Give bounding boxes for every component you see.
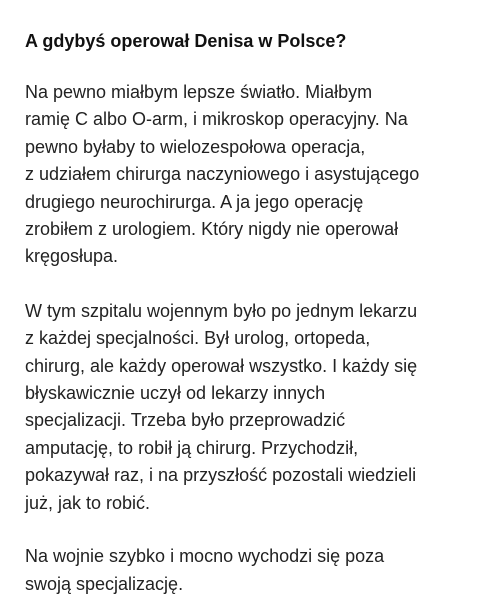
text-line: kręgosłupa.: [25, 246, 119, 267]
text-line: Na pewno miałbym lepsze światło. Miałbym: [25, 82, 373, 102]
text-line: amputację, to robił ją chirurg. Przychodził,: [25, 437, 359, 458]
text-line: Na wojnie szybko i mocno wychodzi się poza: [25, 546, 385, 567]
paragraph-3: [25, 543, 475, 598]
text-line: z każdej specjalności. Był urolog, ortopeda,: [25, 328, 371, 349]
article-heading: A gdybyś operował Denisa w Polsce?: [25, 31, 347, 51]
text-line: chirurg, ale każdy operował wszystko. I każdy się: [25, 355, 418, 376]
paragraph-1: [25, 79, 475, 271]
text-line: swoją specjalizację.: [25, 573, 184, 594]
text-line: pokazywał raz, i na przyszłość pozostali wiedzieli: [25, 465, 417, 486]
text-line: drugiego neurochirurga. A ja jego operację: [25, 191, 364, 212]
text-line: już, jak to robić.: [25, 492, 151, 513]
text-line: błyskawicznie uczył od lekarzy innych: [25, 383, 326, 404]
paragraph-2: [25, 298, 475, 517]
text-line: W tym szpitalu wojennym było po jednym lekarzu: [25, 300, 418, 321]
text-line: zrobiłem z urologiem. Który nigdy nie operował: [25, 219, 399, 240]
text-line: ramię C albo O-arm, i mikroskop operacyjny. Na: [25, 109, 408, 130]
text-line: specjalizacji. Trzeba było przeprowadzić: [25, 410, 346, 431]
article: [25, 30, 475, 598]
text-line: pewno byłaby to wielozespołowa operacja,: [25, 136, 366, 157]
text-line: z udziałem chirurga naczyniowego i asystującego: [25, 164, 420, 185]
